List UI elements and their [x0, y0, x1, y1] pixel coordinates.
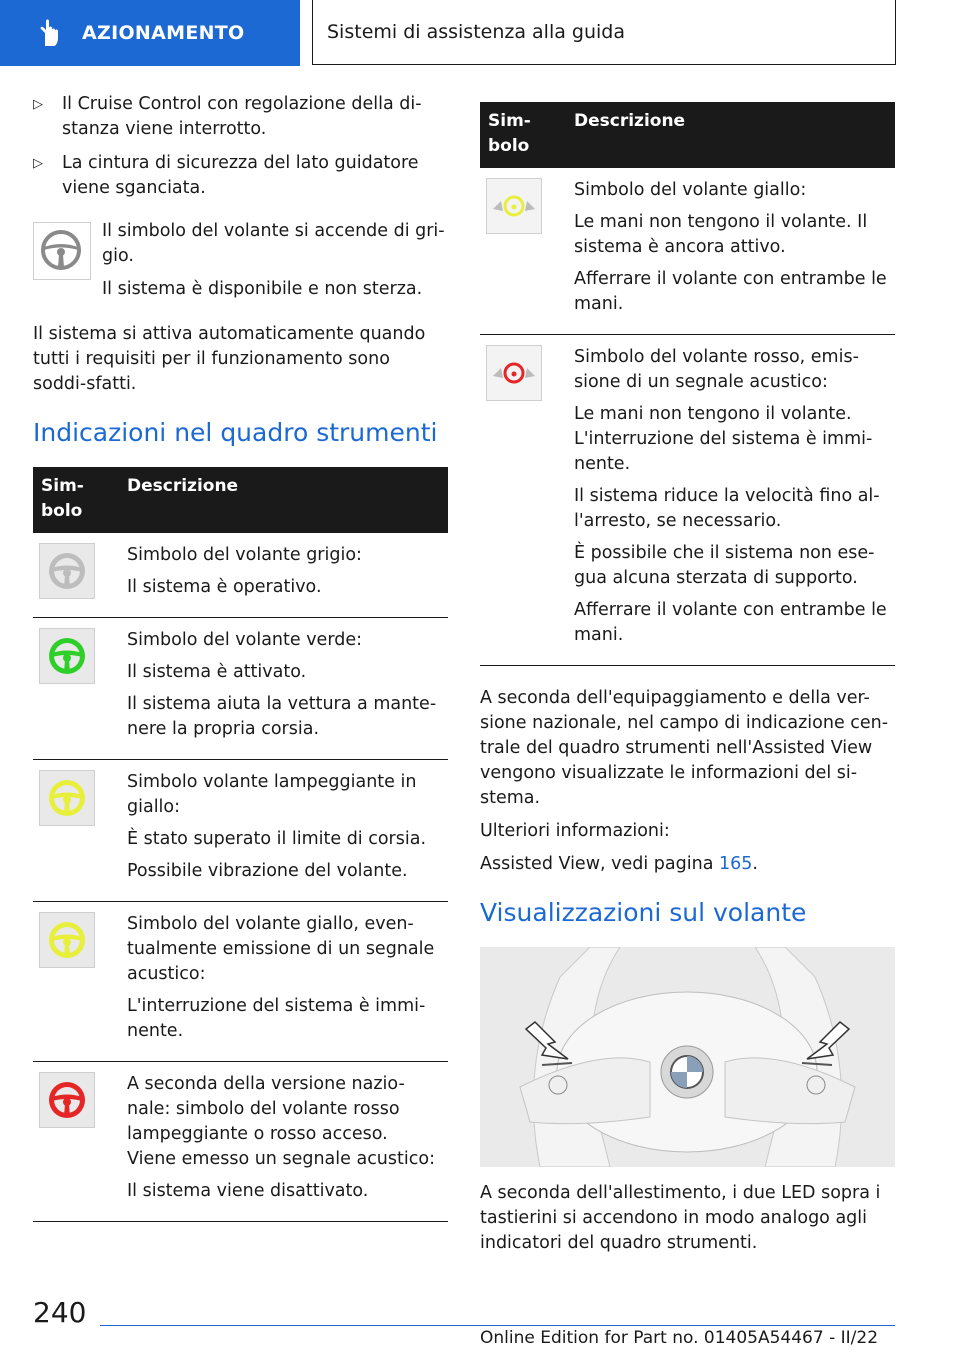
inline-symbol-block: Il simbolo del volante si accende di gri-gio. Il sistema è disponibile e non sterza. — [33, 219, 448, 310]
footer-divider — [100, 1325, 895, 1326]
symbol-table — [33, 467, 448, 1222]
edition-text: Online Edition for Part no. 01405A54467 - II/22 — [480, 1328, 879, 1348]
left-column — [33, 92, 448, 1222]
row-description-line: Il sistema è operativo. — [127, 577, 322, 597]
section-tab — [0, 0, 300, 66]
section-title: Visualizzazioni sul volante — [480, 898, 807, 927]
col-header-description: Descrizione — [566, 102, 895, 168]
row-description-line: Il sistema è attivato. — [127, 662, 307, 682]
steering-wheel-illustration — [480, 947, 895, 1167]
table-row — [480, 168, 895, 335]
table-row — [33, 902, 448, 1062]
triangle-bullet-icon: ▷ — [33, 97, 43, 112]
col-header-symbol: Sim-bolo — [480, 102, 566, 168]
row-description-line: A seconda della versione nazio-nale: simbolo del volante rosso lampeggiante o rosso acceso. Viene emesso un segnale acustico: — [127, 1074, 435, 1169]
table-row — [33, 760, 448, 902]
list-item: ▷ La cintura di sicurezza del lato guidatore viene sganciata. — [33, 153, 419, 198]
row-description-line: L'interruzione del sistema è immi-nente. — [127, 996, 426, 1041]
steering-wheel-red-icon — [39, 1072, 95, 1128]
table-row — [33, 618, 448, 760]
table-row — [480, 335, 895, 666]
page-link[interactable]: 165 — [719, 854, 753, 874]
steering-wheel-yellow-flashing-icon — [39, 770, 95, 826]
row-description-line: Afferrare il volante con entrambe le mani. — [574, 269, 887, 314]
hands-off-yellow-icon — [486, 178, 542, 234]
symbol-table — [480, 102, 895, 666]
chapter-header — [312, 0, 896, 65]
steering-wheel-yellow-icon — [39, 912, 95, 968]
steering-wheel-green-icon — [39, 628, 95, 684]
row-description-line: Le mani non tengono il volante. Il sistema è ancora attivo. — [574, 212, 868, 257]
hand-pointer-icon — [34, 16, 68, 50]
row-description-line: Il sistema aiuta la vettura a mante-nere la propria corsia. — [127, 694, 437, 739]
row-description-line: Simbolo del volante giallo, even-tualmente emissione di un segnale acustico: — [127, 914, 435, 984]
row-description-line: Il sistema riduce la velocità fino al-l'arresto, se necessario. — [574, 486, 880, 531]
row-description-line: Le mani non tengono il volante. L'interruzione del sistema è immi-nente. — [574, 404, 873, 474]
row-description-line: È stato superato il limite di corsia. — [127, 829, 427, 849]
triangle-bullet-icon: ▷ — [33, 156, 43, 171]
page-number: 240 — [33, 1296, 87, 1329]
hands-off-red-icon — [486, 345, 542, 401]
chapter-title: Sistemi di assistenza alla guida — [327, 21, 626, 43]
table-row — [33, 533, 448, 618]
col-header-description: Descrizione — [119, 467, 448, 533]
row-description-line: Il sistema viene disattivato. — [127, 1181, 369, 1201]
info-text: A seconda dell'equipaggiamento e della ver-sione nazionale, nel campo di indicazione cen-trale del quadro strumenti nell'Assisted View vengono visualizzate le informazioni del si-stema. — [480, 688, 889, 808]
row-description-line: Simbolo del volante rosso, emis-sione di un segnale acustico: — [574, 347, 859, 392]
section-label: AZIONAMENTO — [82, 22, 245, 44]
led-text: A seconda dell'allestimento, i due LED sopra i tastierini si accendono in modo analogo agli indicatori del quadro strumenti. — [480, 1183, 881, 1253]
row-description-line: Possibile vibrazione del volante. — [127, 861, 408, 881]
row-description-line: È possibile che il sistema non ese-gua alcuna sterzata di supporto. — [574, 543, 875, 588]
right-column — [480, 102, 895, 1264]
steering-wheel-outline-icon — [33, 222, 91, 280]
more-info-label: Ulteriori informazioni: — [480, 821, 670, 841]
row-description-line: Simbolo del volante giallo: — [574, 180, 807, 200]
table-row — [33, 1062, 448, 1222]
list-item: ▷ Il Cruise Control con regolazione della di-stanza viene interrotto. — [33, 94, 422, 139]
row-description-line: Simbolo volante lampeggiante in giallo: — [127, 772, 417, 817]
row-description-line: Afferrare il volante con entrambe le mani. — [574, 600, 887, 645]
row-description-line: Simbolo del volante verde: — [127, 630, 362, 650]
row-description-line: Simbolo del volante grigio: — [127, 545, 362, 565]
section-title: Indicazioni nel quadro strumenti — [33, 418, 438, 447]
page-reference: Assisted View, vedi pagina 165. — [480, 854, 758, 874]
col-header-symbol: Sim-bolo — [33, 467, 119, 533]
activation-text: Il sistema si attiva automaticamente quando tutti i requisiti per il funzionamento sono soddi-sfatti. — [33, 324, 426, 394]
steering-wheel-gray-icon — [39, 543, 95, 599]
